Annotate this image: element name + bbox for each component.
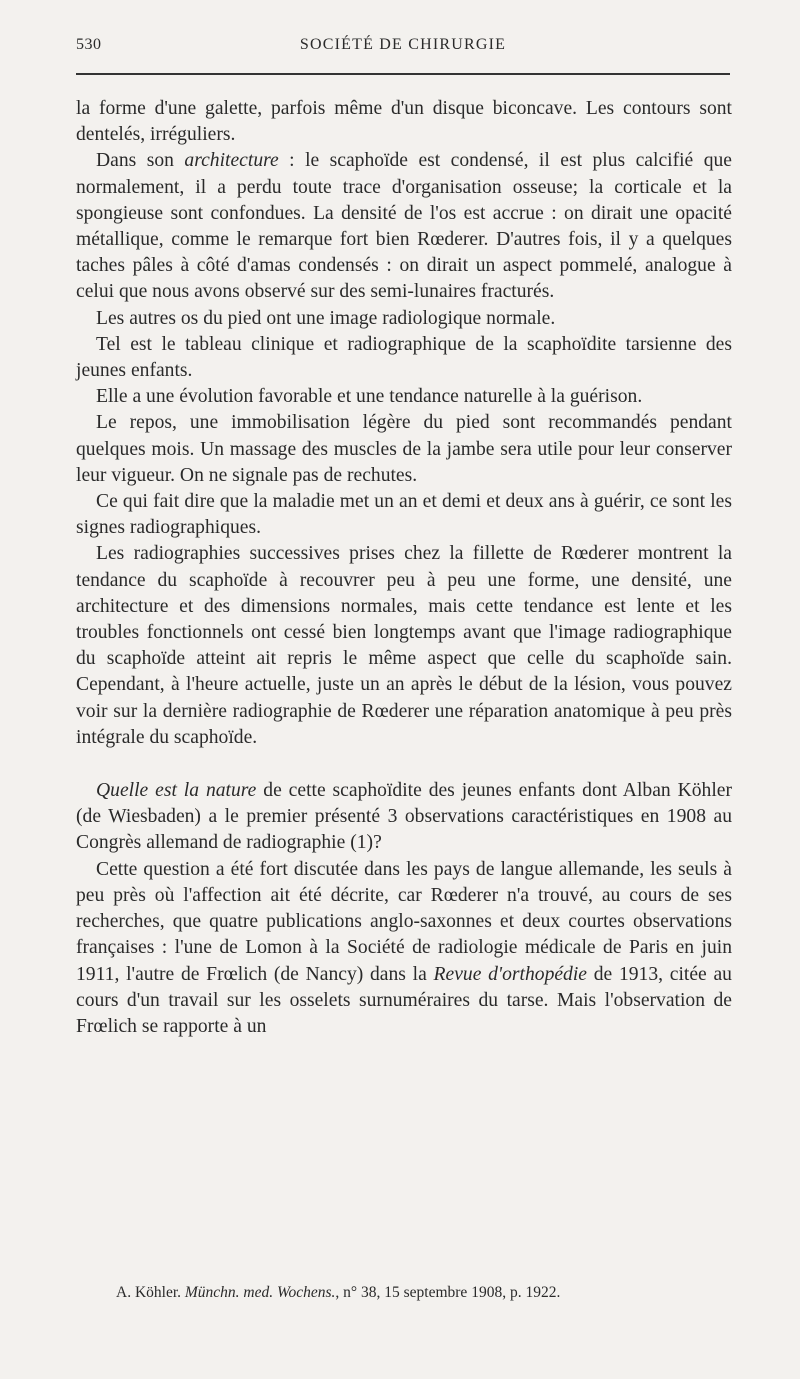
paragraph-8: Les radiographies successives prises chez la fillette de Rœderer montrent la tendance du scaphoïde à recouvrer peu à peu une forme, une densité, une architecture et des dimensions normales, mais cette tendance est lente et les troubles fonctionnels ont cessé bien longtemps avant que l'image radiographique du scaphoïde atteint ait repris le même aspect que celle du scaphoïde sain. Cependant, à l'heure actuelle, juste un an après le début de la lésion, vous pouvez voir sur la dernière radiographie de Rœderer une réparation anatomique à peu près intégrale du scaphoïde.: [76, 543, 732, 748]
paragraph-9: Quelle est la nature de cette scaphoïdite des jeunes enfants dont Alban Köhler (de Wiesbaden) a le premier présenté 3 observations caractéristiques en 1908 au Congrès allemand de radiographie (1)?: [76, 780, 733, 854]
page-header: [76, 34, 730, 60]
emphasis-architecture: architecture: [184, 150, 279, 172]
paragraph-3: Les autres os du pied ont une image radiologique normale.: [96, 307, 556, 329]
paragraph-5: Elle a une évolution favorable et une tendance naturelle à la guérison.: [96, 386, 643, 408]
paragraph-7: Ce qui fait dire que la maladie met un an et demi et deux ans à guérir, ce sont les signes radiographiques.: [76, 491, 732, 539]
paragraph-4: Tel est le tableau clinique et radiographique de la scaphoïdite tarsienne des jeunes enfants.: [76, 333, 732, 382]
paragraph-1: la forme d'une galette, parfois même d'un disque biconcave. Les contours sont dentelés, irréguliers.: [76, 98, 732, 146]
body-text: [76, 96, 732, 1040]
paragraph-10: Cette question a été fort discutée dans les pays de langue allemande, les seuls à peu près où l'affection ait été décrite, car Rœderer n'a trouvé, au cours de ses recherches, que quatre publications anglo-saxonnes et deux courtes observations françaises : l'une de Lomon à la Société de radiologie médicale de Paris en juin 1911, l'autre de Frœlich (de Nancy) dans la Revue d'orthopédie de 1913, citée au cours d'un travail sur les osselets surnuméraires du tarse. Mais l'observation de Frœlich se rapporte à un: [76, 858, 732, 1037]
emphasis-nature: Quelle est la nature: [96, 780, 257, 802]
page-number: 530: [76, 36, 102, 53]
emphasis-journal: Revue d'orthopédie: [433, 963, 587, 985]
paragraph-6: Le repos, une immobilisation légère du pied sont recommandés pendant quelques mois. Un massage des muscles de la jambe sera utile pour leur conserver leur vigueur. On ne signale pas de rechutes.: [76, 412, 732, 486]
running-title: SOCIÉTÉ DE CHIRURGIE: [299, 36, 507, 53]
header-rule: [76, 73, 730, 75]
paragraph-2: Dans son architecture : le scaphoïde est condensé, il est plus calcifié que normalement, il a perdu toute trace d'organisation osseuse; la corticale et la spongieuse sont confondues. La densité de l'os est accrue : on dirait une opacité métallique, comme le remarque fort bien Rœderer. D'autres fois, il y a quelques taches pâles à côté d'amas condensés : on dirait un aspect pommelé, analogue à celui que nous avons observé sur des semi-lunaires fracturés.: [76, 150, 732, 303]
footnote: A. Köhler. Münchn. med. Wochens., n° 38, 15 septembre 1908, p. 1922.: [116, 1284, 561, 1301]
footnote-journal: Münchn. med. Wochens.: [184, 1284, 336, 1301]
